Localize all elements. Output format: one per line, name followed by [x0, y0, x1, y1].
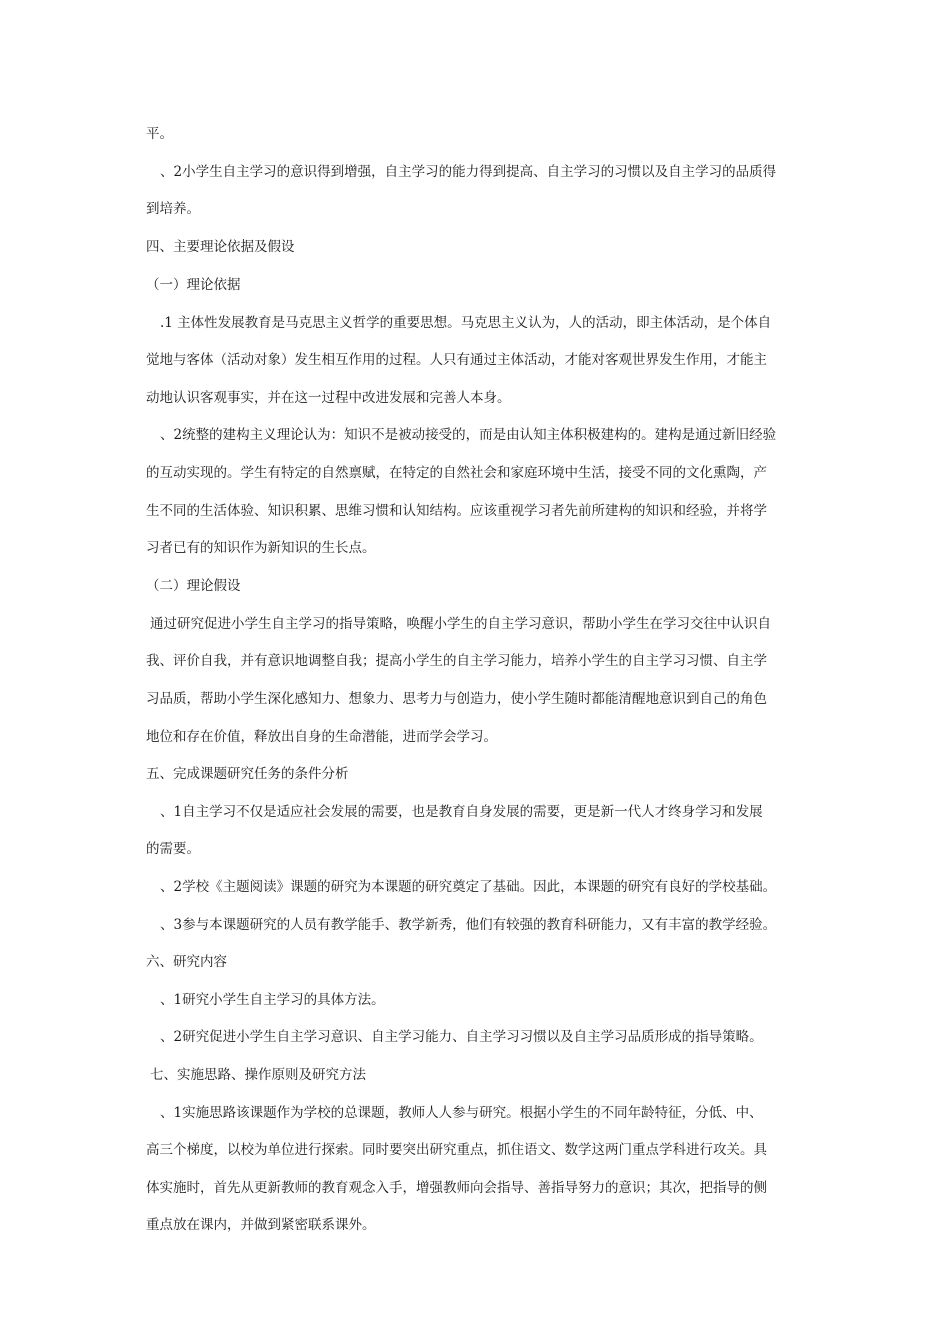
section-heading: 六、研究内容 — [146, 954, 227, 970]
text-line: 习者已有的知识作为新知识的生长点。 — [146, 540, 376, 556]
text-line: 地位和存在价值，释放出自身的生命潜能，进而学会学习。 — [146, 729, 497, 745]
text-line: 、2研究促进小学生自主学习意识、自主学习能力、自主学习习惯以及自主学习品质形成的指导策略。 — [160, 1029, 763, 1045]
text-line: 动地认识客观事实，并在这一过程中改进发展和完善人本身。 — [146, 390, 511, 406]
text-line: 、3参与本课题研究的人员有教学能手、教学新秀，他们有较强的教育科研能力，又有丰富的教学经验。 — [160, 917, 777, 933]
text-line: 我、评价自我，并有意识地调整自我；提高小学生的自主学习能力，培养小学生的自主学习习惯、自主学 — [146, 653, 767, 669]
section-heading: 四、主要理论依据及假设 — [146, 239, 295, 255]
text-line: 、1自主学习不仅是适应社会发展的需要，也是教育自身发展的需要，更是新一代人才终身学习和发展 — [160, 804, 763, 820]
text-line: 重点放在课内，并做到紧密联系课外。 — [146, 1217, 376, 1233]
text-line: 、2学校《主题阅读》课题的研究为本课题的研究奠定了基础。因此，本课题的研究有良好的学校基础。 — [160, 879, 777, 895]
section-heading: 五、完成课题研究任务的条件分析 — [146, 766, 349, 782]
text-line: 习品质，帮助小学生深化感知力、想象力、思考力与创造力，使小学生随时都能清醒地意识到自己的角色 — [146, 691, 767, 707]
text-line: 、1研究小学生自主学习的具体方法。 — [160, 992, 385, 1008]
text-line: 生不同的生活体验、知识积累、思维习惯和认知结构。应该重视学习者先前所建构的知识和经验，并将学 — [146, 503, 767, 519]
text-line: 、2小学生自主学习的意识得到增强，自主学习的能力得到提高、自主学习的习惯以及自主学习的品质得 — [160, 164, 777, 180]
text-line: 、1实施思路该课题作为学校的总课题，教师人人参与研究。根据小学生的不同年龄特征，分低、中、 — [160, 1105, 763, 1121]
text-line: 平。 — [146, 126, 173, 142]
text-line: 、2统整的建构主义理论认为：知识不是被动接受的，而是由认知主体积极建构的。建构是通过新旧经验 — [160, 427, 777, 443]
section-heading: 七、实施思路、操作原则及研究方法 — [150, 1067, 366, 1083]
text-line: 的需要。 — [146, 841, 200, 857]
subsection-heading: （二）理论假设 — [146, 578, 241, 594]
text-line: .1 主体性发展教育是马克思主义哲学的重要思想。马克思主义认为，人的活动，即主体活动，是个体自 — [160, 315, 772, 331]
text-line: 通过研究促进小学生自主学习的指导策略，唤醒小学生的自主学习意识，帮助小学生在学习交往中认识自 — [150, 616, 771, 632]
text-line: 到培养。 — [146, 201, 200, 217]
text-line: 体实施时，首先从更新教师的教育观念入手，增强教师向会指导、善指导努力的意识；其次，把指导的侧 — [146, 1180, 767, 1196]
text-line: 觉地与客体（活动对象）发生相互作用的过程。人只有通过主体活动，才能对客观世界发生作用，才能主 — [146, 352, 767, 368]
text-line: 高三个梯度，以校为单位进行探索。同时要突出研究重点，抓住语文、数学这两门重点学科进行攻关。具 — [146, 1142, 767, 1158]
text-line: 的互动实现的。学生有特定的自然禀赋，在特定的自然社会和家庭环境中生活，接受不同的文化熏陶，产 — [146, 465, 767, 481]
subsection-heading: （一）理论依据 — [146, 277, 241, 293]
